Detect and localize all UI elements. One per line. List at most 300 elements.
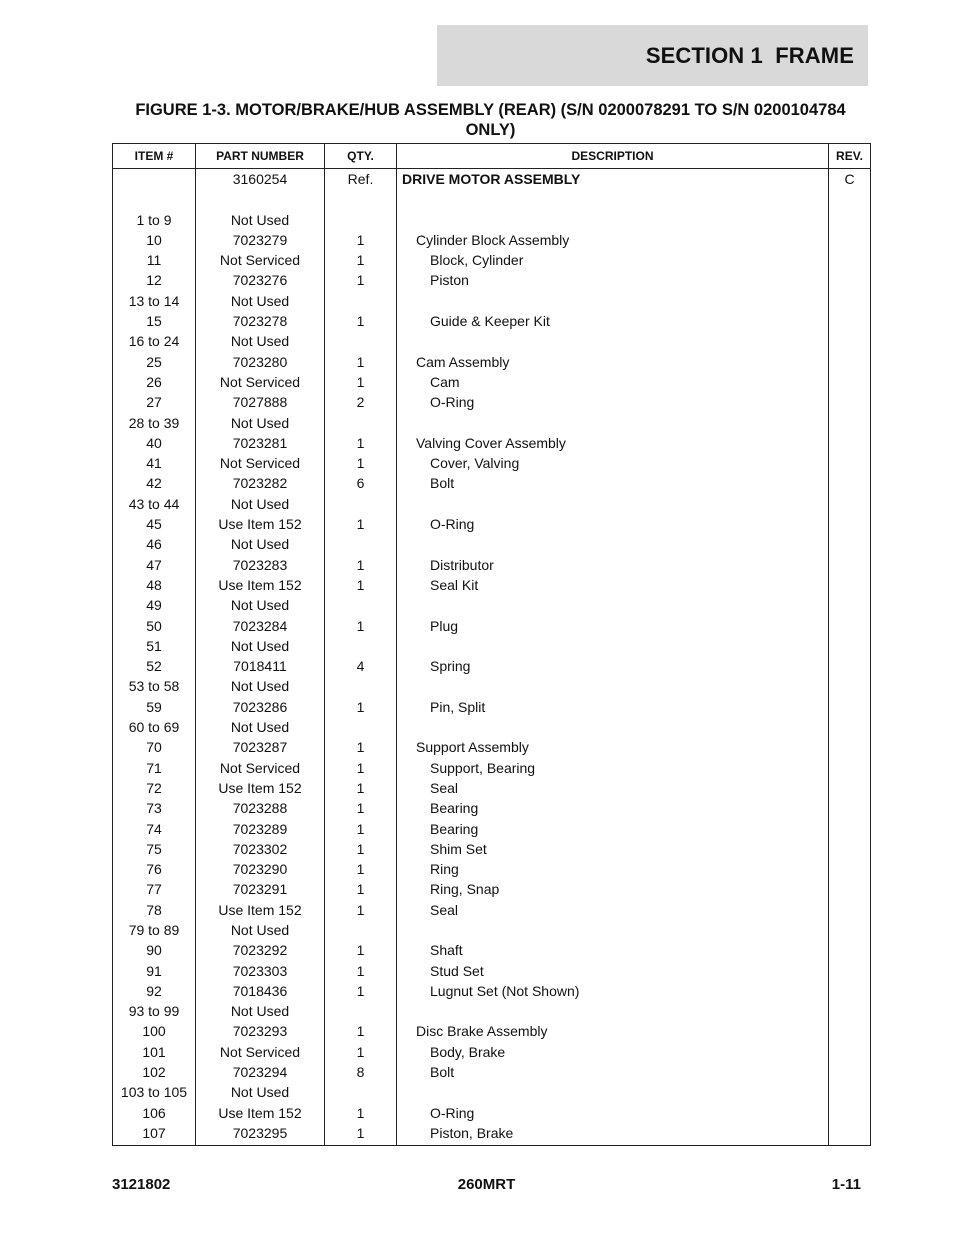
cell-part-number: 7027888 [196,392,325,412]
table-row [113,676,871,696]
table-row [113,595,871,615]
cell-description: Cylinder Block Assembly [397,230,829,250]
cell-part-number: 7023293 [196,1021,325,1041]
cell-rev [829,392,871,412]
cell-rev [829,737,871,757]
cell-description: Disc Brake Assembly [397,1021,829,1041]
table-row [113,514,871,534]
cell-description: Piston, Brake [397,1123,829,1146]
cell-rev: C [829,169,871,190]
table-row [113,169,871,190]
cell-item: 75 [113,839,196,859]
cell-description: Piston [397,270,829,290]
table-row [113,413,871,433]
cell-qty: 1 [325,940,397,960]
cell-item: 1 to 9 [113,210,196,230]
cell-description: Lugnut Set (Not Shown) [397,981,829,1001]
cell-qty [325,534,397,554]
cell-description [397,1082,829,1102]
cell-qty [325,331,397,351]
table-row [113,270,871,290]
cell-description: Stud Set [397,961,829,981]
cell-qty: 1 [325,778,397,798]
cell-qty [325,291,397,311]
table-row [113,697,871,717]
cell-item: 107 [113,1123,196,1146]
col-header-qty: QTY. [325,144,397,169]
cell-part-number: Not Used [196,210,325,230]
cell-description: DRIVE MOTOR ASSEMBLY [397,169,829,190]
cell-description: Support Assembly [397,737,829,757]
section-header [437,25,868,86]
col-header-part-number: PART NUMBER [196,144,325,169]
table-row [113,859,871,879]
cell-rev [829,555,871,575]
cell-rev [829,372,871,392]
cell-rev [829,676,871,696]
cell-rev [829,1001,871,1021]
figure-title: FIGURE 1-3. MOTOR/BRAKE/HUB ASSEMBLY (REAR) (S/N 0200078291 TO S/N 0200104784 ONLY) [135,101,846,139]
cell-part-number: 7023290 [196,859,325,879]
cell-rev [829,453,871,473]
table-row [113,210,871,230]
cell-description: Bolt [397,1062,829,1082]
cell-qty: 1 [325,859,397,879]
cell-part-number: 7023283 [196,555,325,575]
table-row [113,778,871,798]
cell-item: 42 [113,473,196,493]
cell-part-number: 7018411 [196,656,325,676]
table-row [113,1042,871,1062]
cell-rev [829,697,871,717]
cell-part-number: 7023303 [196,961,325,981]
cell-description: Seal [397,900,829,920]
parts-table-body [113,169,871,1146]
cell-item: 28 to 39 [113,413,196,433]
cell-item: 100 [113,1021,196,1041]
cell-description: Distributor [397,555,829,575]
table-row [113,555,871,575]
cell-description: Plug [397,616,829,636]
col-header-description: DESCRIPTION [397,144,829,169]
cell-description: Guide & Keeper Kit [397,311,829,331]
cell-qty: 1 [325,616,397,636]
cell-part-number: Not Serviced [196,453,325,473]
cell-rev [829,859,871,879]
cell-qty [325,189,397,209]
cell-rev [829,819,871,839]
cell-part-number: 7023278 [196,311,325,331]
col-header-item: ITEM # [113,144,196,169]
cell-qty: 1 [325,453,397,473]
cell-description: Shaft [397,940,829,960]
cell-part-number: 7023286 [196,697,325,717]
cell-qty: 1 [325,250,397,270]
cell-qty [325,413,397,433]
cell-description: O-Ring [397,514,829,534]
table-row [113,798,871,818]
cell-description: Shim Set [397,839,829,859]
cell-qty [325,920,397,940]
cell-item: 93 to 99 [113,1001,196,1021]
cell-qty: 1 [325,1103,397,1123]
cell-qty: 1 [325,839,397,859]
cell-qty: 2 [325,392,397,412]
cell-qty [325,1082,397,1102]
cell-item: 25 [113,352,196,372]
cell-item: 71 [113,758,196,778]
cell-rev [829,575,871,595]
cell-item: 70 [113,737,196,757]
cell-part-number: 7023282 [196,473,325,493]
cell-item [113,169,196,190]
cell-qty: 1 [325,697,397,717]
cell-qty: 1 [325,961,397,981]
cell-qty: 1 [325,555,397,575]
cell-description [397,676,829,696]
cell-item [113,189,196,209]
cell-description [397,636,829,656]
cell-part-number: 7023288 [196,798,325,818]
cell-part-number: 7023291 [196,879,325,899]
table-row [113,879,871,899]
cell-qty: 1 [325,514,397,534]
cell-description: O-Ring [397,392,829,412]
cell-qty: 1 [325,798,397,818]
cell-qty [325,636,397,656]
cell-rev [829,250,871,270]
cell-description [397,331,829,351]
cell-rev [829,1021,871,1041]
cell-part-number: Use Item 152 [196,900,325,920]
cell-rev [829,494,871,514]
cell-description: Valving Cover Assembly [397,433,829,453]
cell-description: Seal [397,778,829,798]
table-row [113,291,871,311]
cell-qty [325,210,397,230]
cell-qty: 1 [325,1021,397,1041]
cell-part-number: 7023287 [196,737,325,757]
cell-part-number: 7023302 [196,839,325,859]
cell-rev [829,717,871,737]
cell-item: 73 [113,798,196,818]
table-row [113,717,871,737]
cell-part-number: 7023295 [196,1123,325,1146]
cell-item: 52 [113,656,196,676]
table-row [113,981,871,1001]
table-row [113,900,871,920]
cell-description: Ring [397,859,829,879]
cell-rev [829,656,871,676]
cell-rev [829,636,871,656]
cell-part-number: Not Used [196,676,325,696]
cell-item: 41 [113,453,196,473]
cell-part-number: 7023292 [196,940,325,960]
cell-part-number: Not Serviced [196,1042,325,1062]
cell-rev [829,473,871,493]
cell-part-number: Not Used [196,331,325,351]
footer-page-number: 1-11 [831,1176,861,1193]
table-row [113,494,871,514]
table-row [113,636,871,656]
cell-description: Pin, Split [397,697,829,717]
cell-part-number: Use Item 152 [196,1103,325,1123]
cell-qty: 1 [325,372,397,392]
cell-qty: 1 [325,311,397,331]
cell-description: Bearing [397,798,829,818]
cell-description [397,595,829,615]
cell-rev [829,331,871,351]
table-row [113,758,871,778]
cell-description [397,494,829,514]
cell-rev [829,758,871,778]
cell-description: Cam [397,372,829,392]
cell-item: 12 [113,270,196,290]
col-header-rev: REV. [829,144,871,169]
cell-item: 90 [113,940,196,960]
table-row [113,453,871,473]
cell-qty [325,676,397,696]
cell-part-number [196,189,325,209]
cell-item: 16 to 24 [113,331,196,351]
cell-rev [829,798,871,818]
cell-item: 76 [113,859,196,879]
cell-part-number: Not Used [196,717,325,737]
table-row [113,940,871,960]
table-row [113,819,871,839]
cell-rev [829,311,871,331]
cell-part-number: 7023280 [196,352,325,372]
cell-qty: 1 [325,433,397,453]
cell-qty [325,1001,397,1021]
cell-item: 50 [113,616,196,636]
cell-qty: 1 [325,758,397,778]
cell-item: 45 [113,514,196,534]
table-row [113,311,871,331]
cell-part-number: Not Used [196,920,325,940]
cell-part-number: Not Used [196,494,325,514]
cell-part-number: 7023294 [196,1062,325,1082]
cell-description: Body, Brake [397,1042,829,1062]
cell-rev [829,961,871,981]
cell-part-number: Use Item 152 [196,575,325,595]
cell-rev [829,189,871,209]
table-row [113,575,871,595]
cell-qty: 1 [325,981,397,1001]
table-row [113,1123,871,1146]
cell-item: 46 [113,534,196,554]
cell-qty: 6 [325,473,397,493]
table-row [113,189,871,209]
cell-part-number: Not Used [196,534,325,554]
cell-rev [829,1123,871,1146]
cell-rev [829,291,871,311]
cell-item: 60 to 69 [113,717,196,737]
section-title: SECTION 1 FRAME [645,42,854,68]
cell-item: 40 [113,433,196,453]
cell-description: Ring, Snap [397,879,829,899]
cell-item: 59 [113,697,196,717]
footer-doc-number: 3121802 [112,1176,171,1193]
cell-part-number: Not Used [196,1001,325,1021]
cell-part-number: Not Used [196,413,325,433]
cell-description [397,534,829,554]
cell-description [397,413,829,433]
table-row [113,433,871,453]
cell-item: 106 [113,1103,196,1123]
cell-qty: Ref. [325,169,397,190]
cell-rev [829,352,871,372]
cell-item: 101 [113,1042,196,1062]
cell-part-number: Not Used [196,595,325,615]
cell-description [397,189,829,209]
cell-qty: 1 [325,230,397,250]
cell-item: 49 [113,595,196,615]
cell-item: 77 [113,879,196,899]
cell-part-number: 7018436 [196,981,325,1001]
table-row [113,737,871,757]
cell-rev [829,270,871,290]
cell-qty: 1 [325,1042,397,1062]
table-row [113,473,871,493]
cell-part-number: 7023279 [196,230,325,250]
cell-part-number: Use Item 152 [196,514,325,534]
cell-qty: 1 [325,352,397,372]
cell-rev [829,879,871,899]
cell-item: 92 [113,981,196,1001]
cell-rev [829,1103,871,1123]
cell-qty: 4 [325,656,397,676]
table-row [113,961,871,981]
cell-item: 103 to 105 [113,1082,196,1102]
cell-description [397,291,829,311]
cell-part-number: Not Serviced [196,372,325,392]
cell-part-number: Not Serviced [196,758,325,778]
table-row [113,920,871,940]
cell-part-number: 3160254 [196,169,325,190]
footer-model: 260MRT [457,1176,516,1193]
cell-rev [829,900,871,920]
cell-description: Support, Bearing [397,758,829,778]
table-row [113,616,871,636]
cell-part-number: 7023289 [196,819,325,839]
cell-rev [829,1042,871,1062]
cell-item: 91 [113,961,196,981]
cell-qty: 1 [325,900,397,920]
table-row [113,534,871,554]
cell-item: 51 [113,636,196,656]
cell-qty [325,717,397,737]
table-row [113,1001,871,1021]
cell-qty: 1 [325,737,397,757]
cell-description: Bearing [397,819,829,839]
cell-qty: 1 [325,575,397,595]
table-row [113,839,871,859]
cell-rev [829,616,871,636]
cell-description [397,210,829,230]
cell-description [397,920,829,940]
cell-description [397,1001,829,1021]
table-row [113,372,871,392]
cell-rev [829,413,871,433]
cell-qty: 1 [325,270,397,290]
cell-description: Spring [397,656,829,676]
cell-part-number: 7023284 [196,616,325,636]
table-row [113,1062,871,1082]
cell-item: 43 to 44 [113,494,196,514]
cell-rev [829,595,871,615]
cell-item: 72 [113,778,196,798]
cell-qty: 1 [325,1123,397,1146]
table-row [113,1021,871,1041]
cell-rev [829,940,871,960]
cell-rev [829,778,871,798]
cell-part-number: Use Item 152 [196,778,325,798]
cell-description [397,717,829,737]
cell-description: O-Ring [397,1103,829,1123]
cell-item: 13 to 14 [113,291,196,311]
cell-description: Cam Assembly [397,352,829,372]
cell-part-number: Not Serviced [196,250,325,270]
cell-rev [829,210,871,230]
cell-qty: 1 [325,879,397,899]
table-row [113,1103,871,1123]
cell-qty: 8 [325,1062,397,1082]
cell-rev [829,839,871,859]
table-header-row [113,144,871,169]
cell-part-number: 7023281 [196,433,325,453]
cell-rev [829,514,871,534]
cell-rev [829,230,871,250]
cell-item: 11 [113,250,196,270]
cell-part-number: Not Used [196,291,325,311]
cell-description: Cover, Valving [397,453,829,473]
cell-rev [829,920,871,940]
table-row [113,392,871,412]
cell-description: Block, Cylinder [397,250,829,270]
cell-rev [829,433,871,453]
cell-item: 27 [113,392,196,412]
cell-rev [829,534,871,554]
parts-table [112,143,871,1146]
cell-qty: 1 [325,819,397,839]
table-row [113,230,871,250]
cell-qty [325,595,397,615]
cell-rev [829,1082,871,1102]
cell-item: 79 to 89 [113,920,196,940]
cell-item: 102 [113,1062,196,1082]
cell-item: 10 [113,230,196,250]
cell-item: 74 [113,819,196,839]
cell-rev [829,1062,871,1082]
cell-item: 53 to 58 [113,676,196,696]
cell-description: Seal Kit [397,575,829,595]
cell-part-number: 7023276 [196,270,325,290]
table-row [113,250,871,270]
cell-item: 78 [113,900,196,920]
cell-item: 26 [113,372,196,392]
table-row [113,331,871,351]
cell-item: 48 [113,575,196,595]
table-row [113,656,871,676]
cell-item: 47 [113,555,196,575]
cell-item: 15 [113,311,196,331]
cell-qty [325,494,397,514]
cell-rev [829,981,871,1001]
cell-description: Bolt [397,473,829,493]
cell-part-number: Not Used [196,1082,325,1102]
table-row [113,352,871,372]
